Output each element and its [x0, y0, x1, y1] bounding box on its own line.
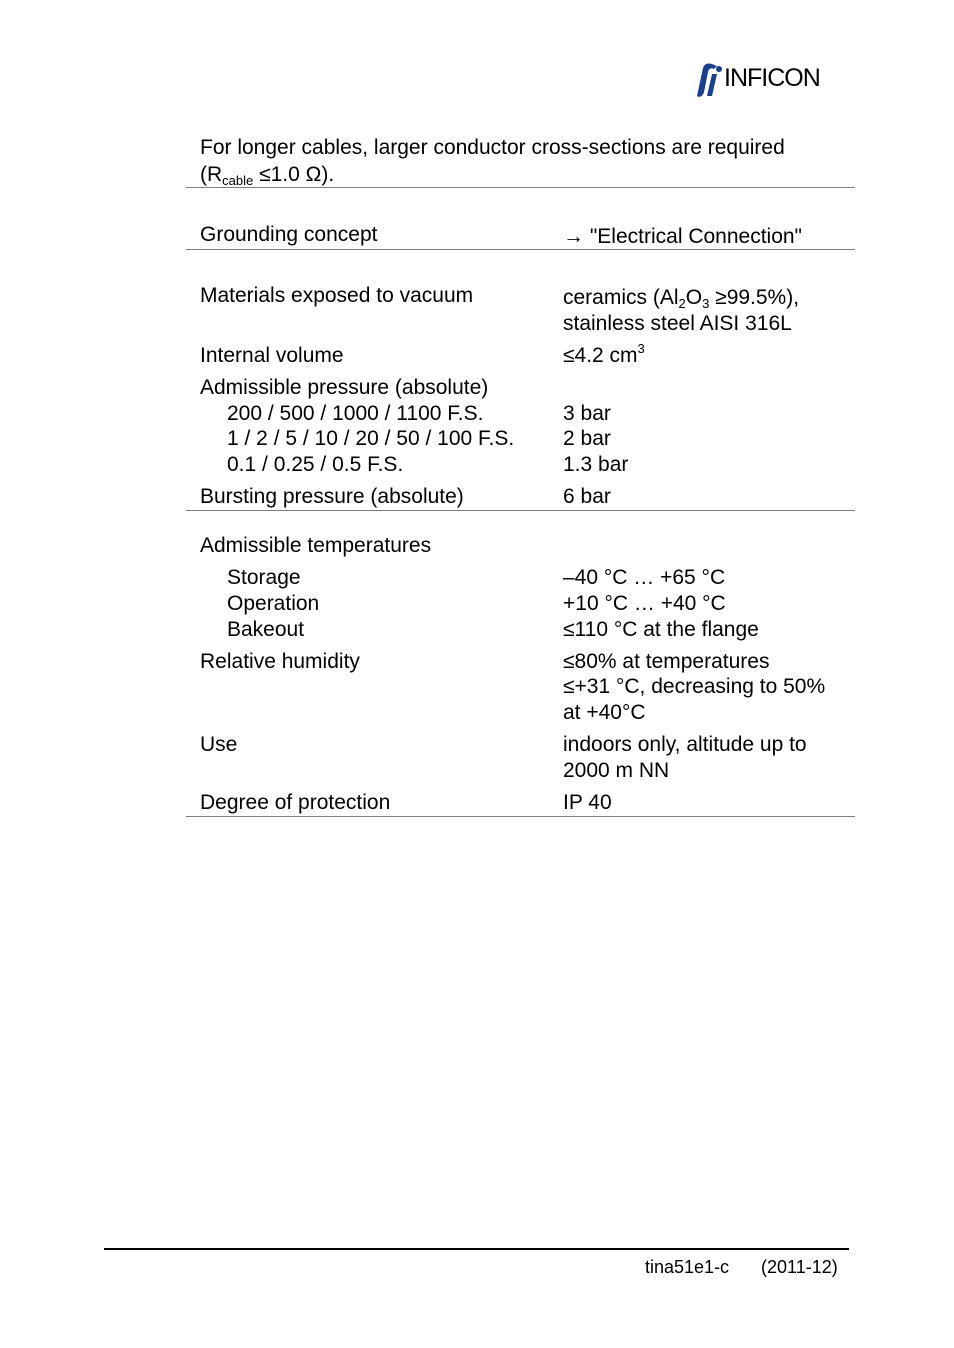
pressure-value: 2 bar	[563, 427, 611, 450]
use-value-line: 2000 m NN	[563, 759, 670, 782]
pressure-range: 200 / 500 / 1000 / 1100 F.S.	[227, 402, 484, 425]
grounding-value: → "Electrical Connection"	[563, 225, 803, 248]
humidity-value-line: at +40°C	[563, 701, 646, 724]
use-label: Use	[200, 733, 238, 756]
intro-line-1: For longer cables, larger conductor cross-sections are required	[200, 136, 785, 159]
humidity-value-line: ≤80% at temperatures	[563, 650, 770, 673]
section-divider	[186, 249, 855, 250]
section-divider	[186, 816, 855, 817]
use-value-line: indoors only, altitude up to	[563, 733, 807, 756]
materials-label: Materials exposed to vacuum	[200, 284, 474, 307]
temperature-name: Bakeout	[227, 618, 305, 641]
intro-line-2: ($R_{cable} \le 1.0$ Ω).	[200, 163, 335, 188]
footer-date: (2011-12)	[761, 1257, 838, 1277]
volume-value: ≤4.2 $cm^3$	[563, 341, 645, 367]
pressure-label: Admissible pressure (absolute)	[200, 376, 489, 399]
protection-label: Degree of protection	[200, 791, 391, 814]
temperatures-label: Admissible temperatures	[200, 534, 432, 557]
bursting-value: 6 bar	[563, 485, 611, 508]
section-divider	[186, 187, 855, 188]
pressure-range: 1 / 2 / 5 / 10 / 20 / 50 / 100 F.S.	[227, 427, 515, 450]
materials-value-line-1: ceramics $(Al_2O_3 \ge 99.5\%)$,	[563, 286, 800, 311]
temperature-name: Storage	[227, 566, 301, 589]
grounding-label: Grounding concept	[200, 223, 378, 246]
inficon-logo-wordmark: INFICON	[724, 64, 820, 92]
pressure-value: 3 bar	[563, 402, 611, 425]
protection-value: IP 40	[563, 791, 612, 814]
humidity-label: Relative humidity	[200, 650, 360, 673]
volume-label: Internal volume	[200, 344, 344, 367]
temperature-value: +10 °C … +40 °C	[563, 592, 726, 615]
pressure-value: 1.3 bar	[563, 453, 629, 476]
section-divider	[186, 510, 855, 511]
temperature-value: –40 °C … +65 °C	[563, 566, 726, 589]
bursting-label: Bursting pressure (absolute)	[200, 485, 464, 508]
footer-rule	[104, 1248, 849, 1250]
materials-value-line-2: stainless steel AISI 316L	[563, 312, 792, 335]
pressure-range: 0.1 / 0.25 / 0.5 F.S.	[227, 453, 404, 476]
footer-doc-id: tina51e1-c	[645, 1257, 730, 1277]
temperature-name: Operation	[227, 592, 320, 615]
humidity-value-line: ≤+31 °C, decreasing to 50%	[563, 675, 826, 698]
temperature-value: ≤110 °C at the flange	[563, 618, 759, 641]
